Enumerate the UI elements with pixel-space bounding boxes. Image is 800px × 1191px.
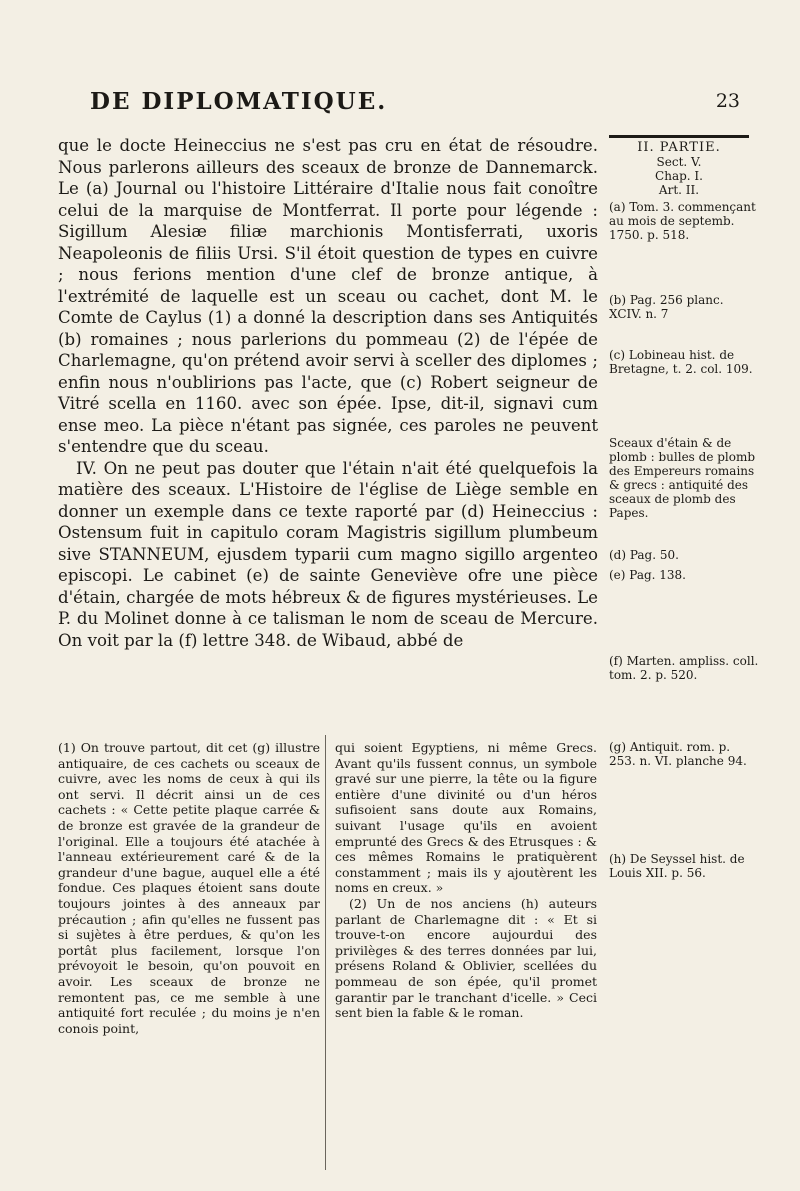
margin-note-a: (a) Tom. 3. commençant au mois de septemb. 1750. p. 518. bbox=[609, 200, 756, 242]
footnote-divider bbox=[325, 735, 326, 1170]
margin-note-g: (g) Antiquit. rom. p. 253. n. VI. planche 94. bbox=[609, 740, 747, 768]
margin-note-f: (f) Marten. ampliss. coll. tom. 2. p. 520. bbox=[609, 654, 759, 682]
footnote-1-continued: qui soient Egyptiens, ni même Grecs. Avant qu'ils fussent connus, un symbole gravé sur une pierre, la tête ou la figure entière d'une divinité ou d'un héros sufisoient sans doute aux Romains, suivant l'usage qu'ils en avoient emprunté des Grecs & des Etrusques : & ces mêmes Romains le pratiquèrent constamment ; mais ils y ajoutèrent les noms en creux. » bbox=[335, 740, 597, 896]
margin-note-h: (h) De Seyssel hist. de Louis XII. p. 56. bbox=[609, 852, 745, 880]
margin-note-e: (e) Pag. 138. bbox=[609, 568, 686, 582]
margin-note-b: (b) Pag. 256 planc. XCIV. n. 7 bbox=[609, 293, 724, 321]
page-header bbox=[90, 88, 740, 118]
footnote-1: (1) On trouve partout, dit cet (g) illustre antiquaire, de ces cachets ou sceaux de cuivre, avec les noms de ceux à qui ils ont servi. Il décrit ainsi un de ces cachets : « Cette petite plaque carrée & de bronze est gravée de la grandeur de l'original. Elle a toujours été atachée à l'anneau extérieurement caré & de la grandeur d'une bague, auquel elle a été fondue. Ces plaques étoient sans doute toujours jointes à des anneaux par précaution ; afin qu'elles ne fussent pas si sujètes à être perdues, & qu'on les portât plus facilement, lorsque l'on prévoyoit le besoin, qu'on pouvoit en avoir. Les sceaux de bronze ne remontent pas, ce me semble à une antiquité fort reculée ; du moins je n'en conois point, bbox=[58, 740, 320, 1036]
margin-note-sceaux: Sceaux d'étain & de plomb : bulles de plomb des Empereurs romains & grecs : antiquité des sceaux de plomb des Papes. bbox=[609, 436, 756, 520]
footnote-right-column bbox=[335, 740, 597, 1021]
margin-chap: Chap. I. bbox=[655, 169, 703, 183]
footnote-2: (2) Un de nos anciens (h) auteurs parlant de Charlemagne dit : « Et si trouve-t-on encore aujourdui des privilèges & des terres données par lui, présens Roland & Oblivier, scellées du pommeau de son épée, qu'il promet garantir par le tranchant d'icelle. » Ceci sent bien la fable & le roman. bbox=[335, 895, 597, 1021]
main-text bbox=[58, 135, 598, 651]
margin-heading bbox=[609, 135, 749, 197]
margin-note-c: (c) Lobineau hist. de Bretagne, t. 2. col. 109. bbox=[609, 348, 753, 376]
paragraph-2: IV. On ne peut pas douter que l'étain n'ait été quelquefois la matière des sceaux. L'Histoire de l'église de Liège semble en donner un exemple dans ce texte raporté par (d) Heineccius : Ostensum fuit in capitulo coram Magistris sigillum plumbeum sive STANNEUM, ejusdem typarii cum magno sigillo argenteo episcopi. Le cabinet (e) de sainte Geneviève ofre une pièce d'étain, chargée de mots hébreux & de figures mystérieuses. Le P. du Molinet donne à ce talisman le nom de sceau de Mercure. On voit par la (f) lettre 348. de Wibaud, abbé de bbox=[58, 458, 598, 650]
margin-art: Art. II. bbox=[658, 183, 700, 197]
margin-part: II. PARTIE. bbox=[609, 135, 749, 155]
paragraph-1: que le docte Heineccius ne s'est pas cru en état de résoudre. Nous parlerons ailleurs des sceaux de bronze de Dannemarck. Le (a) Journal ou l'histoire Littéraire d'Italie nous fait conoître celui de la marquise de Montferrat. Il porte pour légende : Sigillum Alesiæ filiæ marchionis Montisferrati, uxoris Neapoleonis de filiis Ursi. S'il étoit question de types en cuivre ; nous ferions mention d'une clef de bronze antique, à l'extrémité de laquelle est un sceau ou cachet, dont M. le Comte de Caylus (1) a donné la description dans ses Antiquités (b) romaines ; nous parlerions du pommeau (2) de l'épée de Charlemagne, qu'on prétend avoir servi à sceller des diplomes ; enfin nous n'oublirions pas l'acte, que (c) Robert seigneur de Vitré scella en 1160. avec son épée. Ipse, dit-il, signavi cum ense meo. La pièce n'étant pas signée, ces paroles ne peuvent s'entendre que du sceau. bbox=[58, 136, 598, 456]
margin-sect: Sect. V. bbox=[656, 155, 702, 169]
running-title: DE DIPLOMATIQUE. bbox=[90, 88, 388, 115]
page-number: 23 bbox=[715, 90, 740, 112]
footnote-left-column bbox=[58, 740, 320, 1036]
margin-note-d: (d) Pag. 50. bbox=[609, 548, 679, 562]
